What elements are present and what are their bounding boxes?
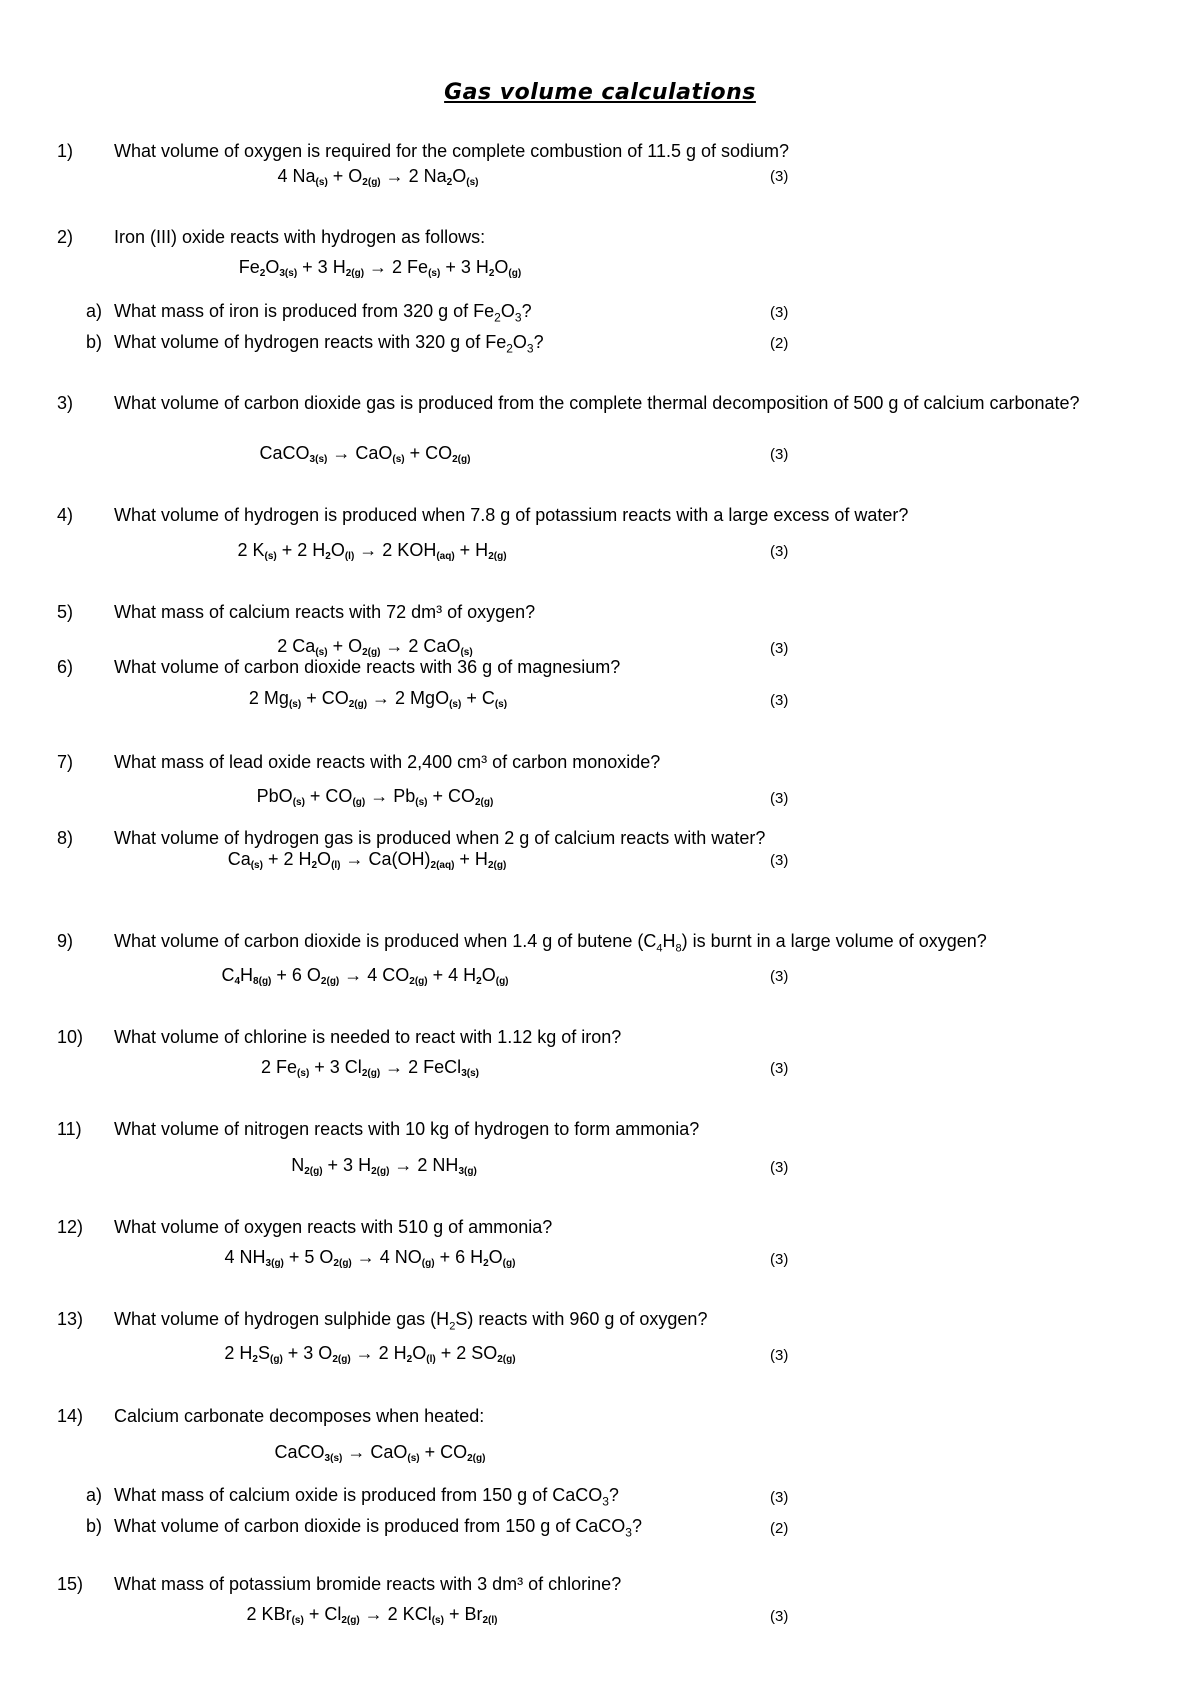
marks: (3): [770, 543, 789, 560]
marks: (3): [770, 1159, 789, 1176]
sub-question-text: What mass of iron is produced from 320 g of $Fe_2O_3$?: [114, 301, 532, 325]
equation: CaCO$_{3(s)}$ → $CaO_{(s)} + CO_{2(g)}$: [259, 443, 471, 465]
marks: (3): [770, 692, 789, 709]
equation: 2 $Ca_{(s)} + O_{2(g)} \to 2$ CaO$_{(s)}$: [277, 636, 473, 658]
sub-question-label: b): [86, 1516, 103, 1536]
marks: (3): [770, 640, 789, 657]
question-text: What volume of oxygen reacts with 510 g of ammonia?: [114, 1217, 553, 1237]
marks: (3): [770, 968, 789, 985]
equation: $N_{2(g)} + 3$ $H_{2(g)} \to 2$ $NH_{3(g)}$: [291, 1155, 477, 1177]
question-number: 12): [57, 1217, 84, 1237]
equation: 2 $Mg_{(s)} + CO_{2(g)} \to 2$ $MgO_{(s)} + C_{(s)}$: [248, 688, 508, 710]
sub-question-label: a): [86, 1485, 103, 1505]
equation: $Ca_{(s)} + 2$ $H_2O_{(l)} \to Ca(OH)_{2(aq)} + H_{2(g)}$: [227, 849, 507, 871]
question-number: 4): [57, 505, 74, 525]
marks: (3): [770, 1251, 789, 1268]
marks: (3): [770, 1608, 789, 1625]
marks: (3): [770, 1347, 789, 1364]
question-number: 10): [57, 1027, 84, 1047]
equation: 2 $KBr_{(s)} + Cl_{2(g)} \to 2$ $KCl_{(s)} + Br_{2(l)}$: [246, 1604, 498, 1626]
question-number: 11): [57, 1119, 82, 1139]
equation: $PbO_{(s)} + CO_{(g)} \to Pb_{(s)} + CO_{2(g)}$: [256, 786, 494, 808]
question-text: What mass of potassium bromide reacts with 3 dm³ of chlorine?: [114, 1574, 622, 1594]
equation: 2 $K_{(s)} + 2$ $H_2O_{(l)} \to 2$ $KOH_{(aq)} + H_{2(g)}$: [237, 540, 507, 562]
question-number: 9): [57, 931, 74, 951]
question-number: 13): [57, 1309, 84, 1329]
question-number: 6): [57, 657, 74, 677]
marks: (3): [770, 1489, 789, 1506]
question-text: What volume of hydrogen is produced when 7.8 g of potassium reacts with a large excess of water?: [114, 505, 909, 525]
question-number: 5): [57, 602, 74, 622]
question-text: What volume of nitrogen reacts with 10 kg of hydrogen to form ammonia?: [114, 1119, 700, 1139]
marks: (3): [770, 1060, 789, 1077]
question-number: 8): [57, 828, 74, 848]
question-number: 2): [57, 227, 74, 247]
question-text: What volume of carbon dioxide is produced when 1.4 g of butene $(C_4H_8)$ is burnt in a large volume of oxygen?: [114, 931, 987, 955]
marks: (3): [770, 304, 789, 321]
question-text: What volume of chlorine is needed to react with 1.12 kg of iron?: [114, 1027, 622, 1047]
question-number: 7): [57, 752, 74, 772]
sub-question-text: What volume of carbon dioxide is produced from 150 g of CaCO$_3$?: [114, 1516, 642, 1540]
sub-question-text: What volume of hydrogen reacts with 320 g of $Fe_2O_3$?: [114, 332, 544, 356]
sub-question-text: What mass of calcium oxide is produced from 150 g of CaCO$_3$?: [114, 1485, 619, 1509]
question-text: What volume of hydrogen gas is produced when 2 g of calcium reacts with water?: [114, 828, 766, 848]
question-number: 15): [57, 1574, 84, 1594]
question-number: 14): [57, 1406, 84, 1426]
sub-question-label: b): [86, 332, 103, 352]
equation: 4 $NH_{3(g)} + 5$ $O_{2(g)} \to 4$ $NO_{(g)} + 6$ $H_2O_{(g)}$: [224, 1247, 516, 1269]
question-text: What volume of carbon dioxide reacts with 36 g of magnesium?: [114, 657, 621, 677]
sub-question-label: a): [86, 301, 103, 321]
equation: CaCO$_{3(s)}$ → $CaO_{(s)} + CO_{2(g)}$: [274, 1442, 486, 1464]
question-text: What mass of lead oxide reacts with 2,400 cm³ of carbon monoxide?: [114, 752, 661, 772]
equation: 2 $Fe_{(s)} + 3$ $Cl_{2(g)} \to 2$ FeCl$_{3(s)}$: [261, 1057, 479, 1079]
question-text: Iron (III) oxide reacts with hydrogen as follows:: [114, 227, 486, 247]
question-text: What volume of carbon dioxide gas is produced from the complete thermal decomposition of 500 g of calcium carbonate?: [114, 393, 1080, 413]
marks: (3): [770, 852, 789, 869]
question-text: What mass of calcium reacts with 72 dm³ of oxygen?: [114, 602, 536, 622]
question-text: What volume of hydrogen sulphide gas $(H_2S)$ reacts with 960 g of oxygen?: [114, 1309, 708, 1333]
marks: (3): [770, 446, 789, 463]
question-text: What volume of oxygen is required for the complete combustion of 11.5 g of sodium?: [114, 141, 790, 161]
equation: 4 $Na_{(s)} + O_{2(g)} \to 2$ $Na_2O_{(s)}$: [277, 166, 479, 188]
equation: $C_4H_{8(g)} + 6$ $O_{2(g)} \to 4$ $CO_{2(g)} + 4$ $H_2O_{(g)}$: [221, 965, 509, 987]
marks: (2): [770, 335, 789, 352]
equation: $Fe_2O_{3(s)} + 3$ $H_{2(g)} \to 2$ $Fe_{(s)} + 3$ $H_2O_{(g)}$: [238, 257, 522, 279]
question-text: Calcium carbonate decomposes when heated:: [114, 1406, 485, 1426]
question-number: 1): [57, 141, 74, 161]
marks: (3): [770, 168, 789, 185]
question-number: 3): [57, 393, 74, 413]
marks: (3): [770, 790, 789, 807]
page-title: Gas volume calculations: [444, 80, 756, 105]
equation: 2 $H_2S_{(g)} + 3$ $O_{2(g)} \to 2$ $H_2O_{(l)} + 2$ $SO_{2(g)}$: [224, 1343, 516, 1365]
marks: (2): [770, 1520, 789, 1537]
